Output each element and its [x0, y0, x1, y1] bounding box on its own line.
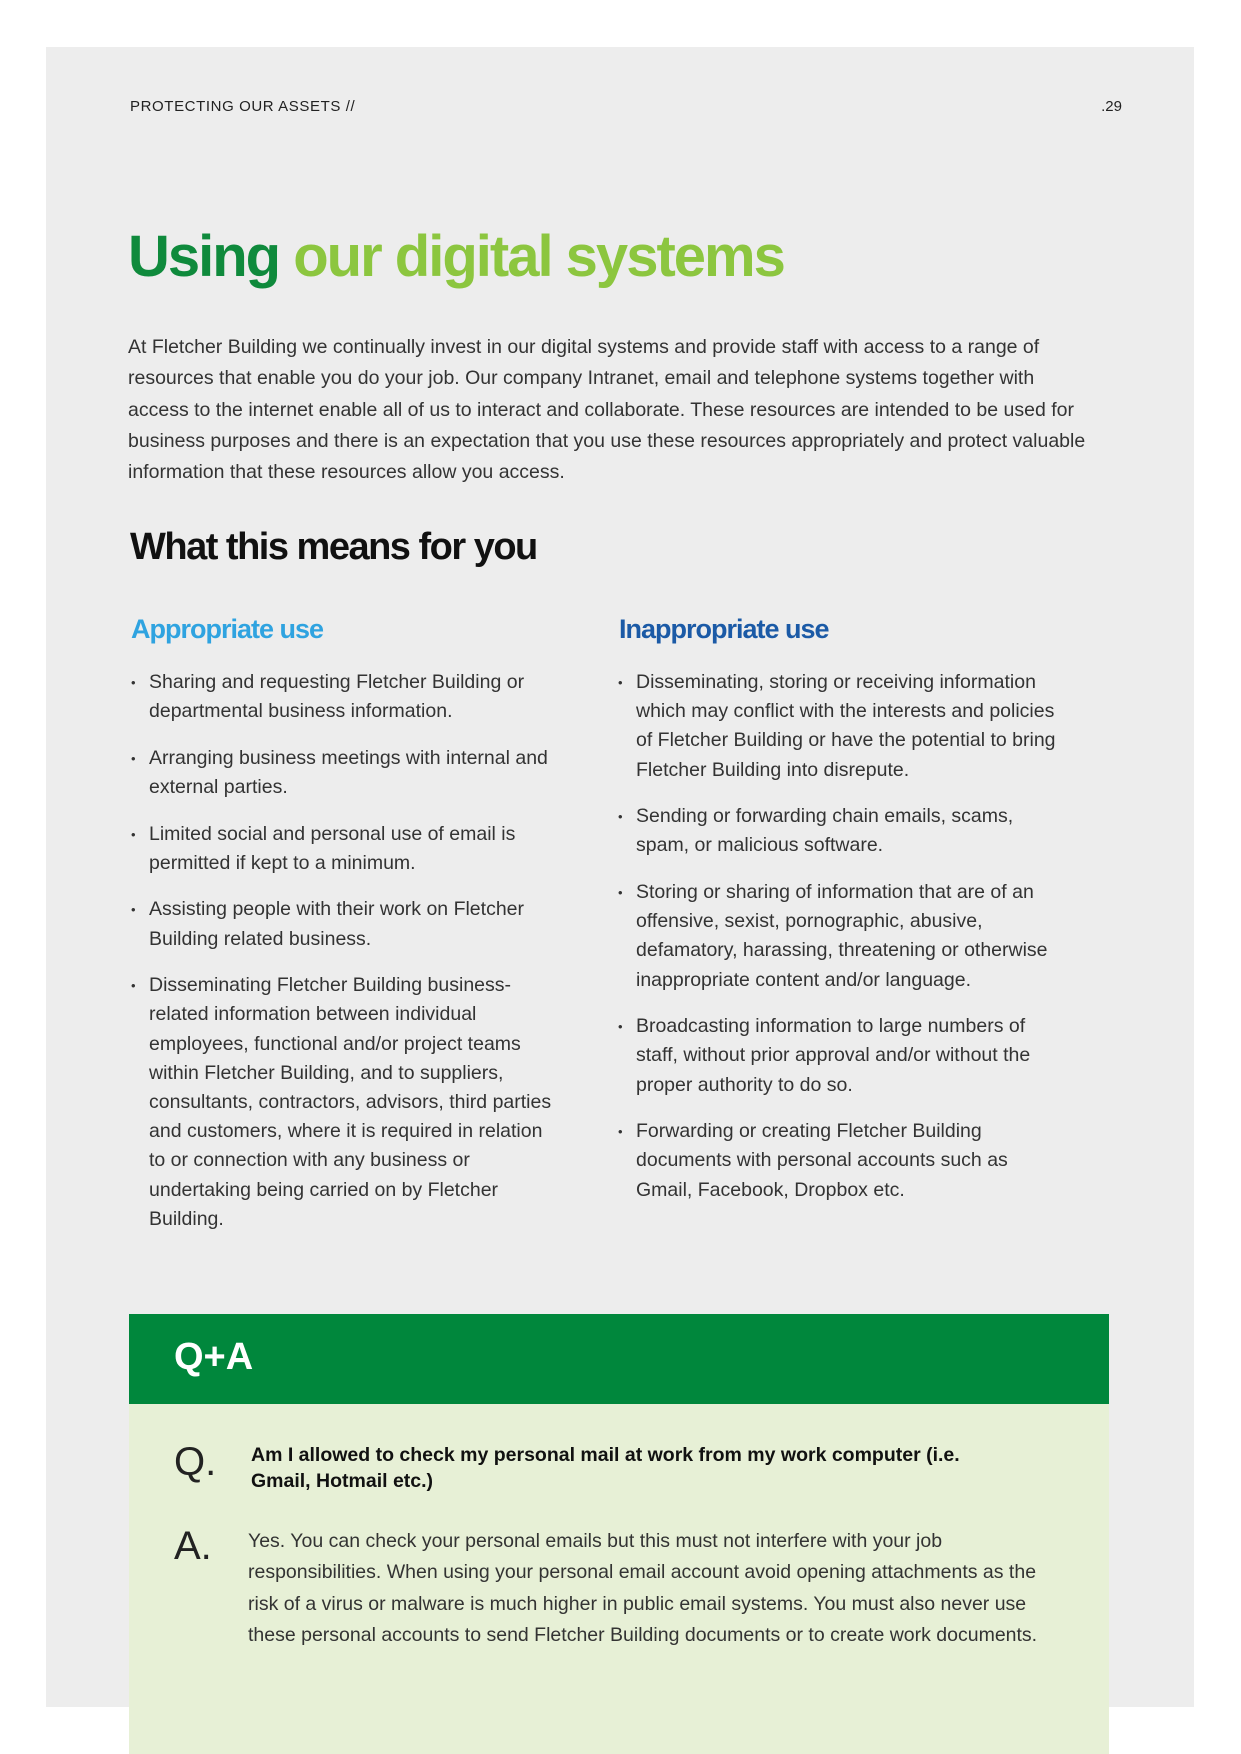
qa-body — [129, 1404, 1109, 1754]
list-item-text: Broadcasting information to large numbers of staff, without prior approval and/or without the proper authority to do so. — [636, 1015, 1031, 1096]
list-item-text: Storing or sharing of information that are of an offensive, sexist, pornographic, abusive, defamatory, harassing, threatening or otherwise inappropriate content and/or language. — [636, 881, 1048, 991]
list-item-text: Limited social and personal use of email is permitted if kept to a minimum. — [149, 822, 516, 874]
list-item-text: Disseminating, storing or receiving information which may conflict with the interests and policies of Fletcher Building or have the potential to bring Fletcher Building into disrepute. — [636, 671, 1056, 781]
question-text: Am I allowed to check my personal mail at work from my work computer (i.e. Gmail, Hotmail etc.) — [251, 1444, 960, 1492]
bullet-icon: • — [131, 675, 136, 690]
list-item-text: Arranging business meetings with internal and external parties. — [149, 746, 548, 798]
bullet-icon: • — [131, 978, 136, 994]
appropriate-use-list — [131, 668, 561, 1251]
list-item — [618, 878, 1058, 995]
list-item — [131, 895, 561, 953]
section-subheading: What this means for you — [130, 526, 537, 568]
bullet-icon: • — [131, 902, 136, 918]
answer-label: A. — [174, 1524, 212, 1568]
bullet-icon: • — [618, 809, 623, 825]
bullet-icon: • — [131, 826, 136, 842]
list-item — [618, 668, 1058, 785]
list-item — [131, 744, 561, 802]
list-item-text: Disseminating Fletcher Building business-related information between individual employees, functional and/or project teams within Fletcher Building, and to suppliers, consultants, contractors, advisors, third parties and customers, where it is required in relation to or connection with any business or undertaking being carried on by Fletcher Building. — [149, 974, 552, 1230]
bullet-icon: • — [618, 1124, 623, 1140]
qa-title: Q+A — [174, 1336, 254, 1378]
list-item — [131, 971, 561, 1234]
list-item — [131, 668, 561, 726]
title-part-2: our digital systems — [293, 224, 784, 289]
list-item-text: Forwarding or creating Fletcher Building documents with personal accounts such as Gmail, Facebook, Dropbox etc. — [636, 1120, 1008, 1201]
qa-header — [129, 1314, 1109, 1404]
question-label: Q. — [174, 1440, 217, 1484]
bullet-icon: • — [618, 885, 623, 900]
bullet-icon: • — [131, 750, 136, 766]
appropriate-use-heading: Appropriate use — [131, 614, 324, 644]
title-part-1: Using — [128, 224, 280, 289]
list-item — [131, 820, 561, 878]
bullet-icon: • — [618, 675, 623, 690]
intro-paragraph: At Fletcher Building we continually invest in our digital systems and provide staff with access to a range of resources that enable you do your job. Our company Intranet, email and telephone systems together with access to the internet enable all of us to interact and collaborate. These resources are intended to be used for business purposes and there is an expectation that you use these resources appropriately and protect valuable information that these resources allow you access. — [128, 336, 1086, 484]
page-number: .29 — [1101, 98, 1122, 115]
running-head: PROTECTING OUR ASSETS // — [130, 98, 356, 115]
inappropriate-use-list — [618, 668, 1058, 1222]
list-item — [618, 1012, 1058, 1100]
bullet-icon: • — [618, 1019, 623, 1035]
inappropriate-use-heading: Inappropriate use — [619, 614, 829, 644]
list-item-text: Sending or forwarding chain emails, scams, spam, or malicious software. — [636, 805, 1014, 857]
list-item — [618, 802, 1058, 860]
list-item-text: Sharing and requesting Fletcher Building or departmental business information. — [149, 671, 525, 723]
answer-text: Yes. You can check your personal emails but this must not interfere with your job responsibilities. When using your personal email account avoid opening attachments as the risk of a virus or malware is much higher in public email systems. You must also never use these personal accounts to send Fletcher Building documents or to create work documents. — [248, 1530, 1038, 1646]
list-item-text: Assisting people with their work on Fletcher Building related business. — [149, 898, 525, 950]
list-item — [618, 1117, 1058, 1205]
page-title — [128, 222, 784, 292]
